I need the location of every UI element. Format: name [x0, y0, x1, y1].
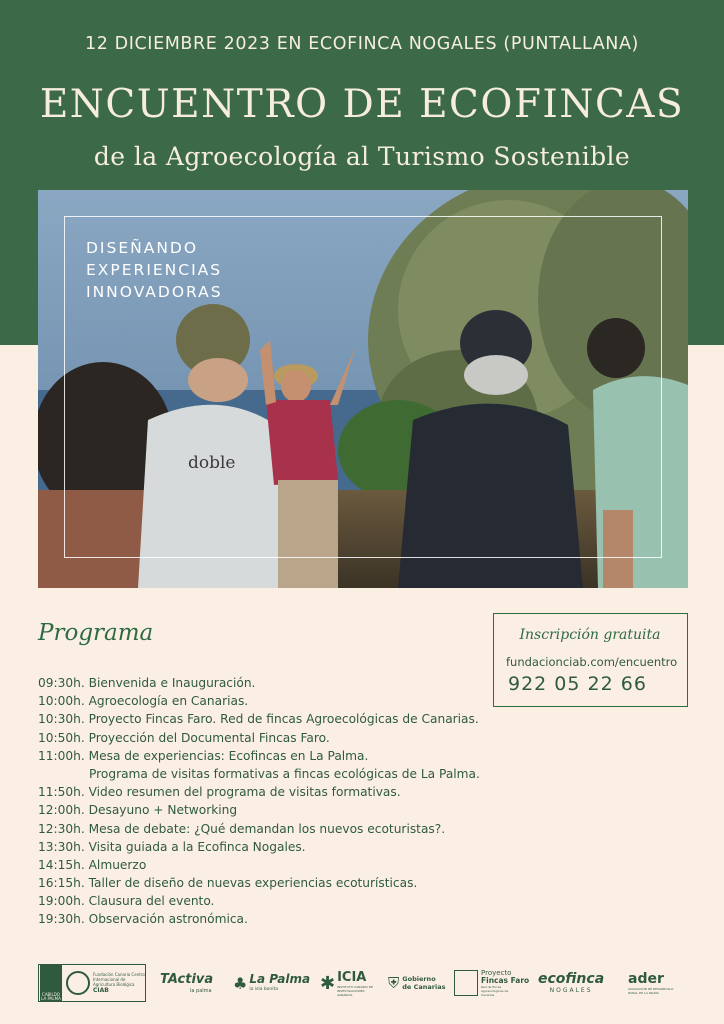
caption-line: INNOVADORAS [86, 283, 223, 301]
event-subtitle: de la Agroecología al Turismo Sostenible [93, 142, 631, 171]
cabildo-name: CABILDO LA PALMA [41, 992, 61, 1001]
logo-gobierno [388, 964, 445, 1002]
caption-line: EXPERIENCIAS [86, 261, 223, 279]
programa-item: 11:50h. Video resumen del programa de visitas formativas. [38, 785, 401, 800]
ciab-full-name: Fundación Canaria Centro Internacional de Agricultura Biológica [93, 971, 145, 987]
shirt-print: doble [188, 453, 236, 473]
ecofinca-name: ecofinca [538, 971, 605, 987]
programa-item: 12:00h. Desayuno + Networking [38, 803, 238, 818]
programa-item: 10:30h. Proyecto Fincas Faro. Red de fincas Agroecológicas de Canarias. [38, 712, 479, 727]
lapalma-name: La Palma [249, 972, 311, 986]
icia-sub: INSTITUTO CANARIO DE INVESTIGACIONES AGRARIAS [337, 984, 373, 997]
ader-name: ader [628, 971, 664, 987]
programa-item: 19:30h. Observación astronómica. [38, 912, 248, 927]
palm-figure-icon: ♣ [233, 973, 248, 993]
event-title: ENCUENTRO DE ECOFINCAS [39, 82, 685, 127]
programa-list [38, 676, 598, 931]
programa-item: 10:50h. Proyección del Documental Fincas Faro. [38, 730, 330, 745]
logo-lapalma [233, 964, 310, 1002]
ciab-name: CIAB [93, 986, 109, 994]
logo-ader [628, 964, 684, 1002]
programa-item: 14:15h. Almuerzo [38, 857, 147, 872]
photo-caption [86, 237, 223, 303]
programa-item: 12:30h. Mesa de debate: ¿Qué demandan los nuevos ecoturistas?. [38, 821, 446, 836]
programa-item: 13:30h. Visita guiada a la Ecofinca Nogales. [38, 839, 306, 854]
gobierno-shield-icon: ⛨ [388, 974, 400, 992]
logo-cabildo-ciab [38, 964, 146, 1002]
inscripcion-phone[interactable]: 922 05 22 66 [508, 673, 647, 695]
ciab-globe-icon [66, 971, 90, 995]
programa-heading: Programa [38, 620, 154, 646]
programa-item: 09:30h. Bienvenida e Inauguración. [38, 676, 256, 690]
fincas-faro-icon [454, 970, 478, 996]
icia-name: ICIA [337, 969, 367, 985]
inscripcion-url[interactable]: fundacionciab.com/encuentro [506, 655, 678, 669]
ader-sub: ASOCIACIÓN DE DESARROLLO RURAL DE LA PALMA [628, 987, 674, 995]
gobierno-line1: Gobierno [402, 975, 436, 983]
logo-ecofinca [538, 964, 604, 1002]
event-photo [38, 190, 688, 588]
fincas-sub: Red de fincas agroecológicas de Canarias [481, 985, 509, 997]
logo-tactiva [160, 964, 213, 1002]
cabildo-shield-icon [40, 965, 62, 1001]
logo-icia [320, 964, 373, 1002]
caption-line: DISEÑANDO [86, 239, 199, 257]
programa-item: 10:00h. Agroecología en Canarias. [38, 694, 249, 709]
programa-item: Programa de visitas formativas a fincas ecológicas de La Palma. [89, 766, 480, 781]
tactiva-sub: la palma [190, 987, 212, 994]
logo-fincas-faro [454, 964, 529, 1002]
programa-item: 19:00h. Clausura del evento. [38, 894, 215, 909]
tactiva-name: TActiva [160, 971, 214, 987]
lapalma-sub: la isla bonita [249, 987, 279, 992]
programa-item: 11:00h. Mesa de experiencias: Ecofincas en La Palma. [38, 748, 369, 763]
fincas-line1: Proyecto [481, 969, 512, 977]
icia-leaf-icon: ✱ [320, 972, 336, 994]
inscripcion-title: Inscripción gratuita [519, 627, 661, 643]
programa-item: 16:15h. Taller de diseño de nuevas experiencias ecoturísticas. [38, 876, 418, 891]
event-date: 12 DICIEMBRE 2023 EN ECOFINCA NOGALES (PUNTALLANA) [85, 34, 639, 54]
gobierno-line2: de Canarias [402, 983, 446, 991]
ecofinca-sub: NOGALES [549, 987, 593, 994]
sponsor-logos [38, 964, 688, 1002]
fincas-line2: Fincas Faro [481, 976, 530, 985]
